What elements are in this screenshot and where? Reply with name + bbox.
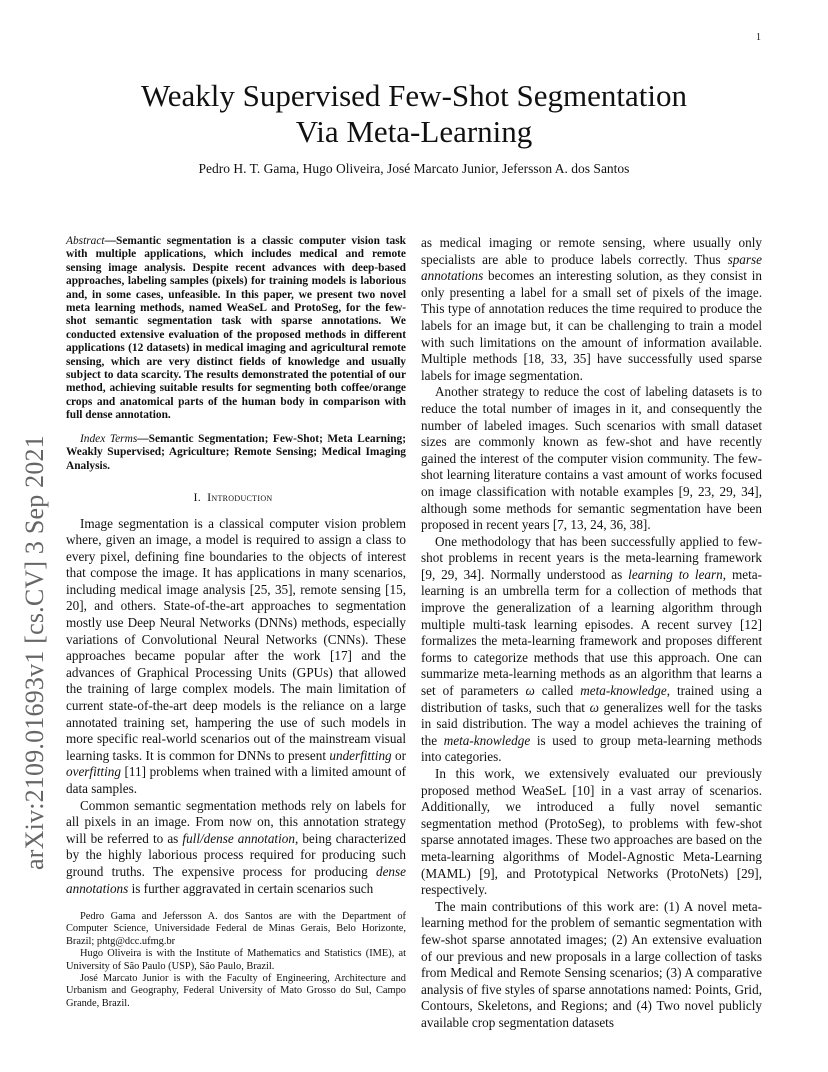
text-run: generalizes well for the tasks in said distribution. The way a model achieves the training of the <box>421 699 763 748</box>
index-terms-text: —Semantic Segmentation; Few-Shot; Meta Learning; Weakly Supervised; Agriculture; Remote Sensing; Medical Imaging Analysis. <box>66 432 406 472</box>
left-column <box>66 235 406 897</box>
section-heading <box>66 489 406 506</box>
emphasis: meta-knowledge <box>580 683 667 699</box>
text-run: becomes an interesting solution, as they consist in only presenting a label for a small set of pixels of the image. This type of annotation reduces the time required to produce the labels for an image but, it can be challenging to train a model with such limitations on the amount of information available. Multiple methods [18, 33, 35] have successfully used sparse labels for image segmentation. <box>421 268 762 383</box>
footnote-1: Pedro Gama and Jefersson A. dos Santos are with the Department of Computer Science, Universidade Federal de Minas Gerais, Belo Horizonte, Brazil; phtg@dcc.ufmg.br <box>66 911 406 947</box>
text-run: is further aggravated in certain scenarios such <box>128 880 374 896</box>
intro-paragraph-2 <box>66 798 406 898</box>
emphasis: full/dense annotation <box>182 830 295 846</box>
text-run: , trained using a distribution of tasks, such that <box>421 683 763 715</box>
text-run: called <box>534 683 581 699</box>
emphasis: overfitting <box>66 764 121 780</box>
right-paragraph-3 <box>421 534 762 766</box>
right-paragraph-2: Another strategy to reduce the cost of labeling datasets is to reduce the total number of images in it, and consequently the number of labeled images. Such scenarios with small dataset sizes are commonly known as few-shot and have recently gained the interest of the computer vision community. The few-shot learning literature contains a vast amount of works focused on image classification with notable examples [9, 23, 29, 34], although some methods for semantic segmentation have been proposed in recent years [7, 13, 24, 36, 38]. <box>421 384 762 533</box>
text-run: or <box>391 747 406 763</box>
text-run: is used to group meta-learning methods into categories. <box>421 732 762 765</box>
index-terms <box>66 433 406 473</box>
arxiv-identifier: arXiv:2109.01693v1 [cs.CV] 3 Sep 2021 <box>20 435 49 870</box>
emphasis: dense annotations <box>66 863 406 896</box>
emphasis: learning to learn <box>628 566 723 582</box>
text-run: Image segmentation is a classical computer vision problem where, given an image, a model is required to assign a class to every pixel, defining fine boundaries to the objects of interest that compose the image. It has applications in many scenarios, including medical image analysis [25, 35], remote sensing [15, 20], and others. State-of-the-art approaches to segmentation mostly use Deep Neural Networks (DNNs) methods, especially variations of Convolutional Neural Networks (CNNs). These approaches became popular after the work [17] and the advances of Graphical Processing Units (GPUs) that allowed the training of large complex models. The main limitation of current state-of-the-art deep models is the reliance on a large annotated training set, hampering the use of such models in more specific real-world scenarios out of the mainstream visual learning tasks. It is common for DNNs to present <box>66 515 406 763</box>
abstract <box>66 235 406 423</box>
emphasis: ω <box>525 683 535 699</box>
title-line-1: Weakly Supervised Few-Shot Segmentation <box>141 78 687 113</box>
text-run: [11] problems when trained with a limited amount of data samples. <box>66 764 406 796</box>
text-run: , meta-learning is an umbrella term for a collection of methods that improve the generalization of a learning algorithm through multiple multi-task learning episodes. A recent survey [12] formalizes the meta-learning framework and proposes different forms to categorize methods that use this approach. One can summarize meta-learning methods as an algorithm that learns a set of parameters <box>421 566 762 699</box>
text-run: , being characterized by the highly laborious process required for producing such ground truths. The expensive process for producing <box>66 830 406 879</box>
emphasis: meta-knowledge <box>443 732 531 748</box>
abstract-label: Abstract <box>66 235 105 247</box>
author-list: Pedro H. T. Gama, Hugo Oliveira, José Marcato Junior, Jefersson A. dos Santos <box>198 161 630 176</box>
footnotes <box>66 911 406 1010</box>
emphasis: ω <box>589 699 599 715</box>
footnote-2: Hugo Oliveira is with the Institute of Mathematics and Statistics (IME), at University of São Paulo (USP), São Paulo, Brazil. <box>66 948 406 972</box>
page-number: 1 <box>756 32 761 43</box>
emphasis: sparse annotations <box>421 251 762 284</box>
section-number: I. <box>193 489 202 504</box>
abstract-text: —Semantic segmentation is a classic computer vision task with multiple applications, which includes medical and remote sensing image analysis. Despite recent advances with deep-based approaches, labeling samples (pixels) for training models is laborious and, in some cases, unfeasible. In this paper, we present two novel meta learning methods, named WeaSeL and ProtoSeg, for the few-shot semantic segmentation task with sparse annotations. We conducted extensive evaluation of the proposed methods in different applications (12 datasets) in medical imaging and agricultural remote sensing, which are very distinct fields of knowledge and usually subject to data scarcity. The results demonstrated the potential of our method, achieving suitable results for segmenting both coffee/orange crops and anatomical parts of the human body in comparison with full dense annotation. <box>66 235 406 422</box>
right-column <box>421 235 762 1032</box>
intro-paragraph-1 <box>66 516 406 798</box>
right-paragraph-1 <box>421 235 762 384</box>
text-run: as medical imaging or remote sensing, where usually only specialists are able to produce labels correctly. Thus <box>421 235 762 267</box>
title-line-2: Via Meta-Learning <box>295 114 533 149</box>
emphasis: underfitting <box>329 747 392 763</box>
section-title: Introduction <box>207 489 273 504</box>
footnote-3: José Marcato Junior is with the Faculty of Engineering, Architecture and Urbanism and Geography, Federal University of Mato Grosso do Sul, Campo Grande, Brazil. <box>66 973 406 1009</box>
right-paragraph-4: In this work, we extensively evaluated our previously proposed method WeaSeL [10] in a vast array of scenarios. Additionally, we introduced a fully novel semantic segmentation method (ProtoSeg), to problems with few-shot sparse annotated images. These two approaches are based on the meta-learning algorithms of Model-Agnostic Meta-Learning (MAML) [9], and Prototypical Networks (ProtoNets) [29], respectively. <box>421 766 762 898</box>
index-terms-label: Index Terms <box>80 432 138 445</box>
text-run: Common semantic segmentation methods rely on labels for all pixels in an image. From now on, this annotation strategy will be referred to as <box>66 797 406 846</box>
paper-title <box>60 78 768 150</box>
right-paragraph-5: The main contributions of this work are: (1) A novel meta-learning method for the problem of semantic segmentation with few-shot sparse annotated images; (2) An extensive evaluation of our previous and new proposals in a large collection of tasks from Medical and Remote Sensing scenarios; (3) A comparative analysis of five styles of sparse annotations named: Points, Grid, Contours, Skeletons, and Regions; and (4) Two novel publicly available crop segmentation datasets <box>421 898 762 1030</box>
text-run: One methodology that has been successfully applied to few-shot problems in recent years is the meta-learning framework [9, 29, 34]. Normally understood as <box>421 533 762 582</box>
